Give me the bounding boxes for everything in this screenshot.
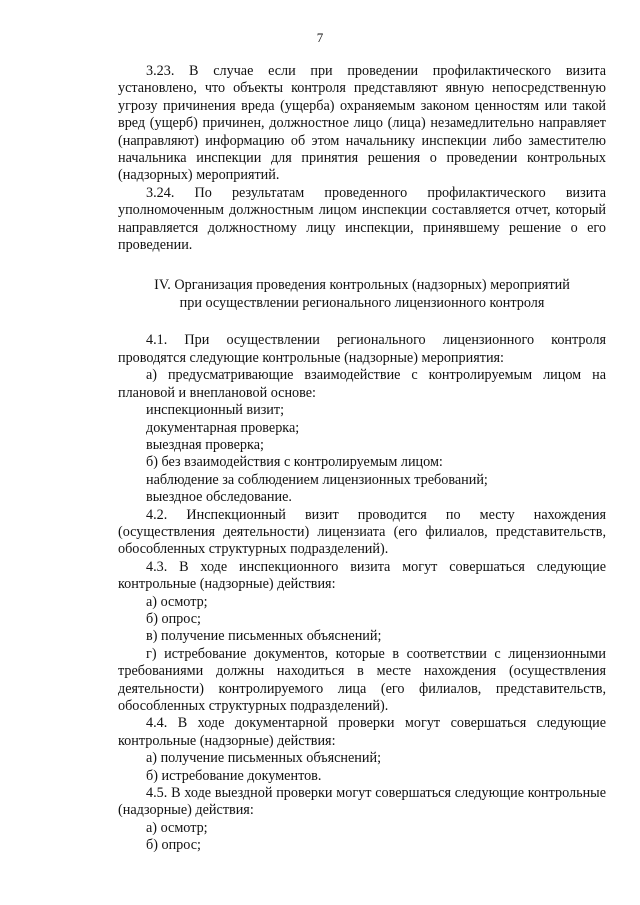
document-body bbox=[118, 63, 606, 855]
paragraph-4-3: 4.3. В ходе инспекционного визита могут совершаться следующие контрольные (надзорные) действия: bbox=[118, 558, 606, 593]
list-item: а) предусматривающие взаимодействие с контролируемым лицом на плановой и внеплановой основе: bbox=[118, 367, 606, 401]
list-item: инспекционный визит; bbox=[146, 402, 285, 419]
list-item: а) получение письменных объяснений; bbox=[146, 750, 382, 767]
page-number: 7 bbox=[316, 30, 324, 45]
section-heading-line-2: при осуществлении регионального лицензионного контроля bbox=[179, 295, 545, 312]
list-item: выездная проверка; bbox=[146, 436, 264, 453]
section-heading-line-1: IV. Организация проведения контрольных (надзорных) мероприятий bbox=[154, 277, 570, 294]
list-item: б) опрос; bbox=[146, 610, 201, 627]
paragraph-4-1: 4.1. При осуществлении регионального лицензионного контроля проводятся следующие контрольные (надзорные) мероприятия: bbox=[118, 332, 606, 366]
list-item: выездное обследование. bbox=[146, 489, 292, 506]
list-item: документарная проверка; bbox=[146, 419, 300, 436]
paragraph-4-5: 4.5. В ходе выездной проверки могут совершаться следующие контрольные (надзорные) действия: bbox=[118, 785, 606, 819]
list-item: б) опрос; bbox=[146, 837, 201, 854]
list-item: а) осмотр; bbox=[146, 593, 208, 610]
paragraph-3-24: 3.24. По результатам проведенного профилактического визита уполномоченным должностным лицом инспекции составляется отчет, который направляется должностному лицу инспекции, принявшему решение о его проведении. bbox=[118, 184, 606, 254]
list-item: г) истребование документов, которые в соответствии с лицензионными требованиями должны находиться в месте нахождения (осуществления деятельности) контролируемого лица (его филиалов, представительств, обособленных структурных подразделений). bbox=[118, 645, 606, 714]
paragraph-4-2: 4.2. Инспекционный визит проводится по месту нахождения (осуществления деятельности) лицензиата (его филиалов, представительств, обособленных структурных подразделений). bbox=[118, 506, 606, 558]
paragraph-3-23: 3.23. В случае если при проведении профилактического визита установлено, что объекты контроля представляют явную непосредственную угрозу причинения вреда (ущерба) охраняемым законом ценностям или такой вред (ущерб) причинен, должностное лицо (лица) незамедлительно направляет (направляют) информацию об этом начальнику инспекции либо заместителю начальника инспекции для принятия решения о проведении контрольных (надзорных) мероприятий. bbox=[118, 63, 606, 184]
list-item: б) без взаимодействия с контролируемым лицом: bbox=[146, 454, 443, 471]
list-item: наблюдение за соблюдением лицензионных требований; bbox=[146, 471, 488, 488]
section-heading bbox=[118, 276, 606, 312]
list-item: в) получение письменных объяснений; bbox=[146, 628, 382, 645]
list-item: а) осмотр; bbox=[146, 819, 208, 836]
list-item: б) истребование документов. bbox=[146, 767, 322, 784]
paragraph-4-4: 4.4. В ходе документарной проверки могут совершаться следующие контрольные (надзорные) действия: bbox=[118, 715, 606, 749]
